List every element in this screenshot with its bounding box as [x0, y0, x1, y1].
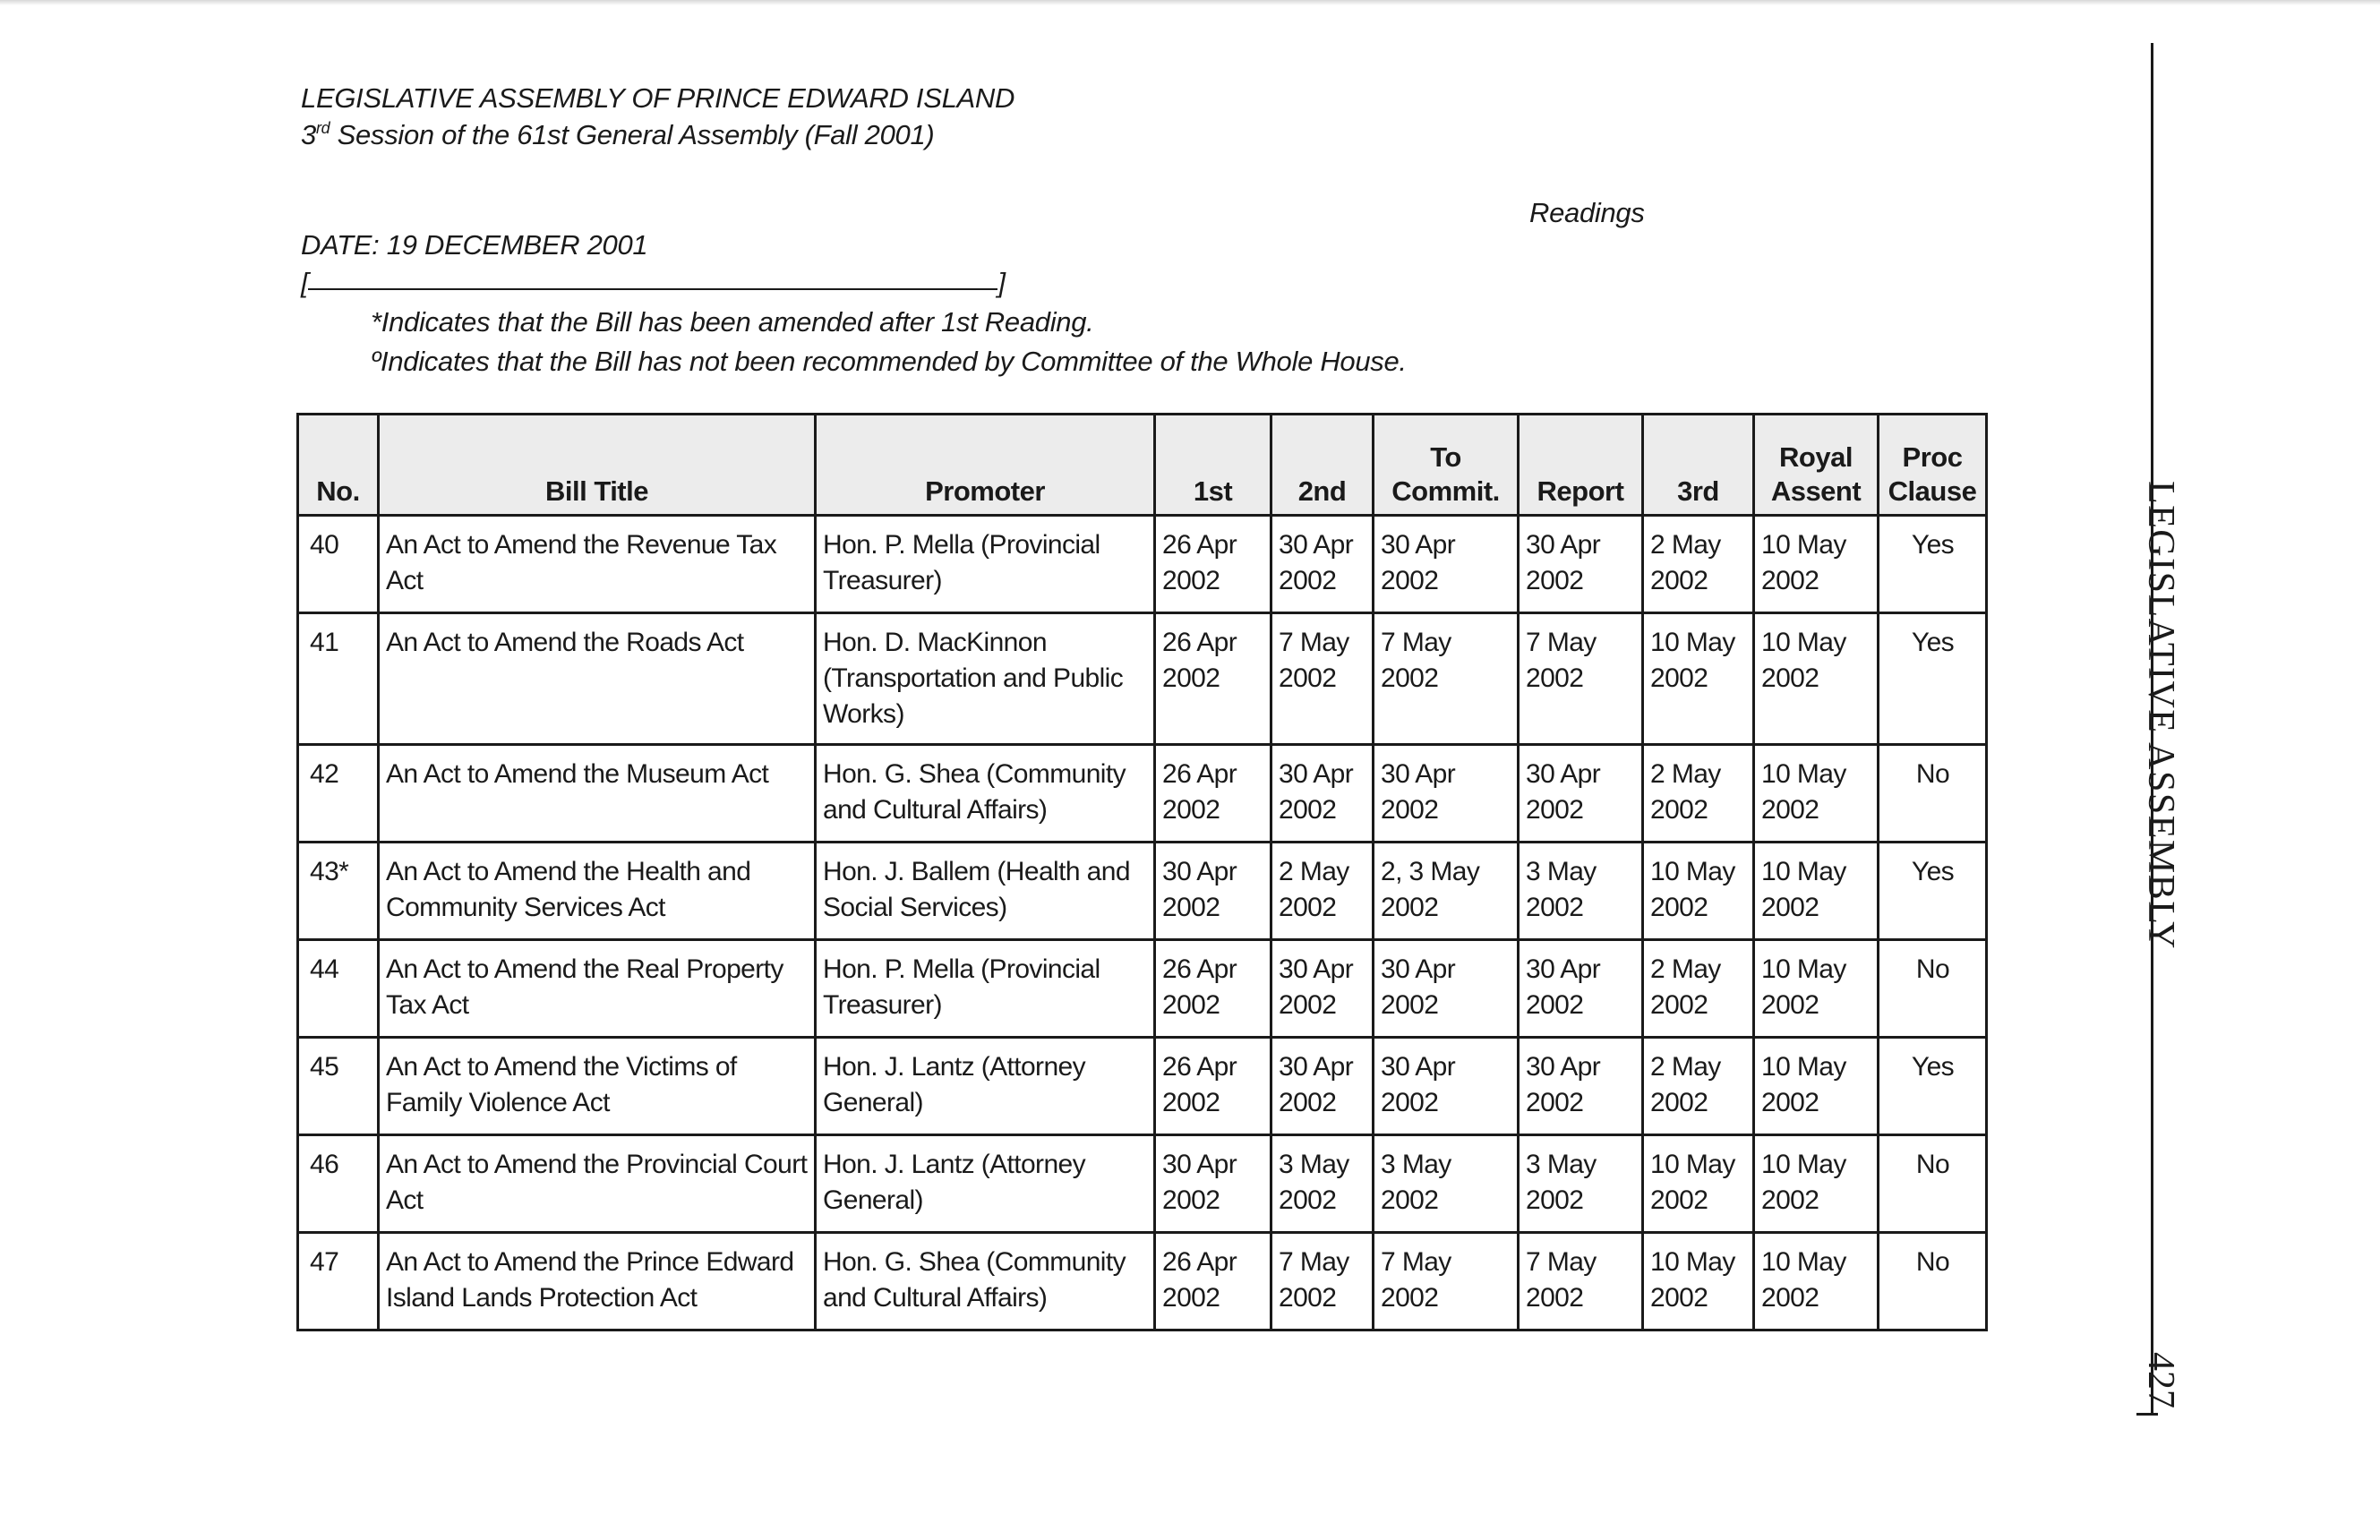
- bill-number: 45: [298, 1038, 379, 1135]
- report: 30 Apr 2002: [1519, 940, 1643, 1038]
- proc-clause: No: [1879, 745, 1987, 843]
- to-committee: 30 Apr 2002: [1374, 745, 1519, 843]
- third-reading: 2 May 2002: [1643, 745, 1754, 843]
- bill-number: 43*: [298, 843, 379, 940]
- first-reading: 26 Apr 2002: [1155, 745, 1271, 843]
- table-row: [298, 1135, 1987, 1233]
- table-row: [298, 1038, 1987, 1135]
- bill-promoter: Hon. J. Lantz (Attorney General): [816, 1038, 1155, 1135]
- bill-title: An Act to Amend the Provincial Court Act: [379, 1135, 816, 1233]
- report: 30 Apr 2002: [1519, 745, 1643, 843]
- to-committee: 30 Apr 2002: [1374, 940, 1519, 1038]
- session-line: [301, 120, 934, 149]
- royal-assent: 10 May 2002: [1754, 516, 1879, 613]
- third-reading: 10 May 2002: [1643, 1135, 1754, 1233]
- royal-assent: 10 May 2002: [1754, 1135, 1879, 1233]
- note-committee: ºIndicates that the Bill has not been recommended by Committee of the Whole House.: [371, 346, 1407, 377]
- proc-clause: No: [1879, 940, 1987, 1038]
- report: 7 May 2002: [1519, 1233, 1643, 1330]
- bill-number: 44: [298, 940, 379, 1038]
- column-header: Proc Clause: [1879, 415, 1987, 516]
- column-header: Bill Title: [379, 415, 816, 516]
- table-row: [298, 613, 1987, 745]
- table-row: [298, 940, 1987, 1038]
- page-number: 427: [2140, 1352, 2181, 1408]
- third-reading: 10 May 2002: [1643, 613, 1754, 745]
- royal-assent: 10 May 2002: [1754, 1233, 1879, 1330]
- blank-underline: [308, 269, 997, 290]
- bill-promoter: Hon. J. Ballem (Health and Social Services): [816, 843, 1155, 940]
- first-reading: 26 Apr 2002: [1155, 940, 1271, 1038]
- session-number: 3: [301, 119, 316, 150]
- column-header: No.: [298, 415, 379, 516]
- note-amended: *Indicates that the Bill has been amended after 1st Reading.: [371, 306, 1094, 338]
- column-header: 2nd: [1271, 415, 1374, 516]
- bill-number: 42: [298, 745, 379, 843]
- scan-edge: [0, 0, 2380, 5]
- royal-assent: 10 May 2002: [1754, 745, 1879, 843]
- third-reading: 2 May 2002: [1643, 1038, 1754, 1135]
- table-row: [298, 843, 1987, 940]
- proc-clause: Yes: [1879, 1038, 1987, 1135]
- session-text: Session of the 61st General Assembly (Fall 2001): [330, 119, 935, 150]
- bill-title: An Act to Amend the Museum Act: [379, 745, 816, 843]
- bill-promoter: Hon. J. Lantz (Attorney General): [816, 1135, 1155, 1233]
- bill-title: An Act to Amend the Victims of Family Violence Act: [379, 1038, 816, 1135]
- column-header: Promoter: [816, 415, 1155, 516]
- first-reading: 26 Apr 2002: [1155, 1038, 1271, 1135]
- report: 30 Apr 2002: [1519, 1038, 1643, 1135]
- report: 30 Apr 2002: [1519, 516, 1643, 613]
- bill-title: An Act to Amend the Roads Act: [379, 613, 816, 745]
- column-header: 1st: [1155, 415, 1271, 516]
- margin-rule-tick: [2136, 1413, 2158, 1416]
- table-header-row: [298, 415, 1987, 516]
- bracket-open: [: [301, 267, 309, 298]
- table-row: [298, 745, 1987, 843]
- third-reading: 10 May 2002: [1643, 843, 1754, 940]
- second-reading: 7 May 2002: [1271, 613, 1374, 745]
- report: 3 May 2002: [1519, 1135, 1643, 1233]
- first-reading: 30 Apr 2002: [1155, 843, 1271, 940]
- table-row: [298, 1233, 1987, 1330]
- first-reading: 26 Apr 2002: [1155, 1233, 1271, 1330]
- bill-promoter: Hon. G. Shea (Community and Cultural Affairs): [816, 1233, 1155, 1330]
- proc-clause: No: [1879, 1135, 1987, 1233]
- bill-title: An Act to Amend the Health and Community Services Act: [379, 843, 816, 940]
- bills-table: [296, 413, 1988, 1331]
- royal-assent: 10 May 2002: [1754, 613, 1879, 745]
- royal-assent: 10 May 2002: [1754, 1038, 1879, 1135]
- second-reading: 30 Apr 2002: [1271, 940, 1374, 1038]
- column-header: Report: [1519, 415, 1643, 516]
- third-reading: 2 May 2002: [1643, 516, 1754, 613]
- bill-promoter: Hon. D. MacKinnon (Transportation and Public Works): [816, 613, 1155, 745]
- bill-title: An Act to Amend the Prince Edward Island Lands Protection Act: [379, 1233, 816, 1330]
- bill-promoter: Hon. P. Mella (Provincial Treasurer): [816, 516, 1155, 613]
- bill-number: 46: [298, 1135, 379, 1233]
- column-header: 3rd: [1643, 415, 1754, 516]
- to-committee: 30 Apr 2002: [1374, 1038, 1519, 1135]
- column-header: To Commit.: [1374, 415, 1519, 516]
- royal-assent: 10 May 2002: [1754, 940, 1879, 1038]
- readings-label: Readings: [1529, 197, 1645, 228]
- royal-assent: 10 May 2002: [1754, 843, 1879, 940]
- second-reading: 30 Apr 2002: [1271, 745, 1374, 843]
- bill-promoter: Hon. P. Mella (Provincial Treasurer): [816, 940, 1155, 1038]
- proc-clause: Yes: [1879, 613, 1987, 745]
- column-header: Royal Assent: [1754, 415, 1879, 516]
- bill-promoter: Hon. G. Shea (Community and Cultural Affairs): [816, 745, 1155, 843]
- bill-number: 40: [298, 516, 379, 613]
- first-reading: 26 Apr 2002: [1155, 613, 1271, 745]
- report: 7 May 2002: [1519, 613, 1643, 745]
- first-reading: 26 Apr 2002: [1155, 516, 1271, 613]
- report: 3 May 2002: [1519, 843, 1643, 940]
- to-committee: 2, 3 May 2002: [1374, 843, 1519, 940]
- session-ordinal: rd: [315, 119, 330, 137]
- third-reading: 2 May 2002: [1643, 940, 1754, 1038]
- bill-title: An Act to Amend the Real Property Tax Act: [379, 940, 816, 1038]
- second-reading: 30 Apr 2002: [1271, 1038, 1374, 1135]
- bill-number: 41: [298, 613, 379, 745]
- running-head: LEGISLATIVE ASSEMBLY: [2140, 481, 2181, 950]
- second-reading: 2 May 2002: [1271, 843, 1374, 940]
- first-reading: 30 Apr 2002: [1155, 1135, 1271, 1233]
- to-committee: 7 May 2002: [1374, 613, 1519, 745]
- bill-number: 47: [298, 1233, 379, 1330]
- bracket-close: ]: [997, 267, 1006, 298]
- table-row: [298, 516, 1987, 613]
- second-reading: 3 May 2002: [1271, 1135, 1374, 1233]
- second-reading: 30 Apr 2002: [1271, 516, 1374, 613]
- third-reading: 10 May 2002: [1643, 1233, 1754, 1330]
- second-reading: 7 May 2002: [1271, 1233, 1374, 1330]
- to-committee: 3 May 2002: [1374, 1135, 1519, 1233]
- blank-bracket-line: [301, 269, 1006, 296]
- to-committee: 7 May 2002: [1374, 1233, 1519, 1330]
- proc-clause: Yes: [1879, 516, 1987, 613]
- assembly-name: LEGISLATIVE ASSEMBLY OF PRINCE EDWARD ISLAND: [301, 82, 1015, 114]
- proc-clause: No: [1879, 1233, 1987, 1330]
- to-committee: 30 Apr 2002: [1374, 516, 1519, 613]
- proc-clause: Yes: [1879, 843, 1987, 940]
- date-line: DATE: 19 DECEMBER 2001: [301, 229, 648, 261]
- bill-title: An Act to Amend the Revenue Tax Act: [379, 516, 816, 613]
